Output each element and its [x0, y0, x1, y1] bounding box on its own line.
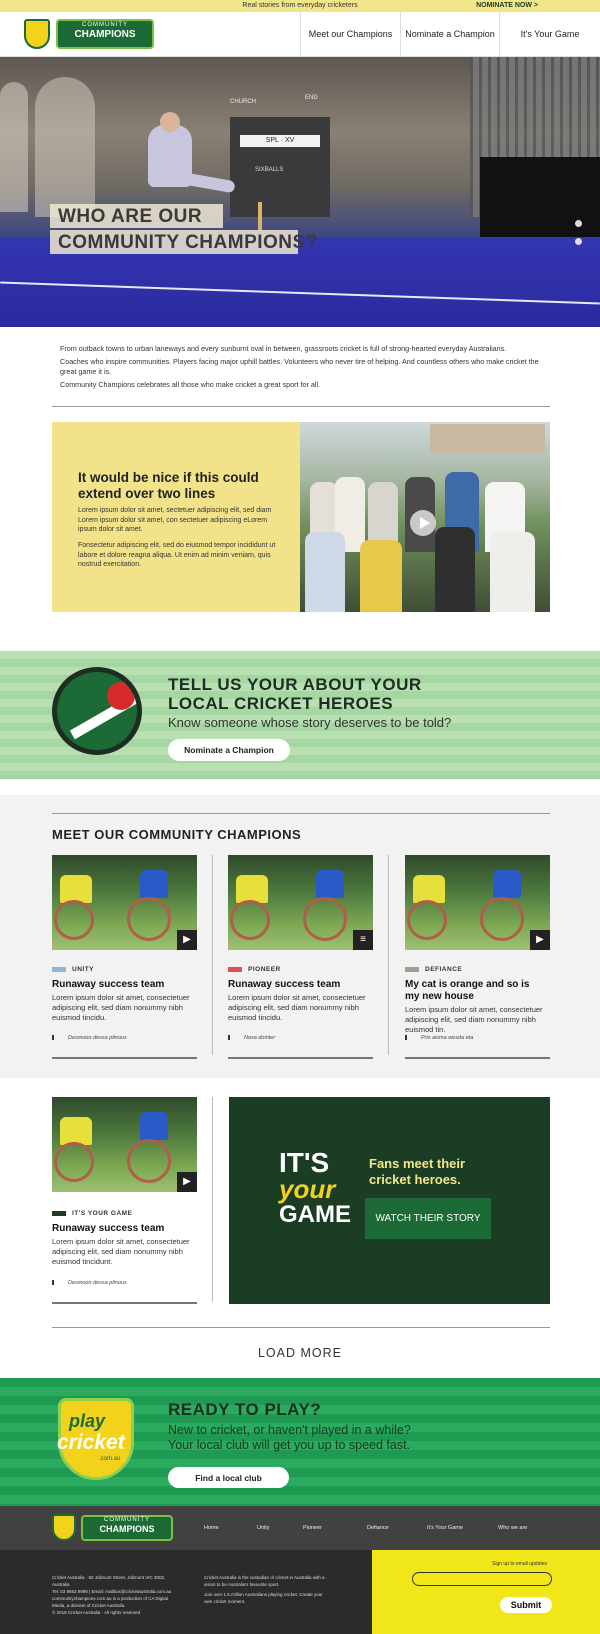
logo-line1: COMMUNITY — [104, 1517, 150, 1523]
card-body: Lorem ipsum dolor sit amet, consectetuer adipiscing elit, sed diam nonummy nibh euismod tincidu. — [228, 993, 366, 1022]
community-champions-logo — [56, 19, 154, 49]
hero-sign-spl-xv: SPL · XV — [240, 135, 320, 147]
hero-sign-sixballs: SIXBALLS — [255, 167, 284, 173]
footer-nav-who-we-are[interactable]: Who we are — [498, 1525, 528, 1531]
community-champions-logo — [81, 1515, 173, 1541]
card-meta: Nosa dointer — [244, 1035, 276, 1041]
footer-nav-unity[interactable]: Unity — [257, 1525, 270, 1531]
play-cricket-banner — [0, 1378, 600, 1506]
menu-icon[interactable]: ≡ — [353, 930, 373, 950]
card-image[interactable] — [52, 855, 197, 950]
champion-card[interactable] — [405, 855, 550, 1060]
hero-person-head — [160, 112, 180, 132]
card-title[interactable]: Runaway success team — [52, 1223, 165, 1234]
nominate-a-champion-button[interactable]: Nominate a Champion — [168, 739, 290, 761]
feature-heading: It would be nice if this could extend over two lines — [78, 470, 259, 501]
champion-card[interactable] — [52, 855, 197, 1060]
footer-address: Cricket Australia · 60 Jolimont Street, Jolimont VIC 3002, Australia — [52, 1575, 166, 1587]
load-more-button[interactable]: LOAD MORE — [257, 1346, 342, 1360]
photo-building — [430, 424, 545, 454]
champion-card[interactable] — [52, 1097, 197, 1307]
image-player — [140, 1112, 168, 1140]
card-image[interactable] — [405, 855, 550, 950]
champions-section — [0, 795, 600, 1078]
find-a-local-club-button[interactable]: Find a local club — [168, 1467, 289, 1488]
top-announcement-bar — [0, 0, 600, 12]
photo-person — [435, 527, 475, 612]
champion-card[interactable] — [228, 855, 373, 1060]
footer-phone-email: Tel: 03 9653 9999 | Email: mailbox@cricketaustralia.com.au — [52, 1589, 172, 1594]
feature-video-thumbnail[interactable] — [300, 422, 550, 612]
promo-heading: Fans meet their cricket heroes. — [369, 1156, 466, 1187]
hero-person-legs — [184, 173, 235, 194]
intro-paragraph-3: Community Champions celebrates all those who make cricket a great sport for all. — [60, 380, 321, 389]
play-icon[interactable]: ▶ — [530, 930, 550, 950]
card-body: Lorem ipsum dolor sit amet, consectetuer adipiscing elit, sed diam nonummy nibh euismod tincidu. — [52, 993, 190, 1022]
logo-line2: CHAMPIONS — [74, 29, 136, 40]
footer-contact — [52, 1574, 182, 1616]
nominate-subheading: Know someone whose story deserves to be told? — [168, 715, 452, 730]
card-divider — [212, 855, 213, 1055]
feature-paragraph-1: Lorem ipsum dolor sit amet, sectetuer adipiscing elit, sed diam Lorem ipsum dolor sit amet, con sectetuer adipiscing eLorem ipsum dolor sit amet. — [78, 507, 272, 533]
image-wheel — [480, 897, 524, 941]
cricket-australia-shield-icon — [24, 19, 50, 49]
image-wheel — [407, 900, 447, 940]
footer-about-2: Join over 1.5 million Australians playing cricket. Create your own cricket moment. — [204, 1592, 323, 1604]
card-title[interactable]: Runaway success team — [228, 979, 341, 990]
announcement-text: Real stories from everyday cricketers — [242, 2, 358, 9]
intro-paragraph-2: Coaches who inspire communities. Players facing major uphill battles. Volunteers who never tire of helping. And countless others who make cricket the great game it is. — [60, 357, 539, 376]
footer-signup — [372, 1550, 600, 1634]
card-tag: IT'S YOUR GAME — [72, 1210, 133, 1217]
feature-paragraph-2: Fonsectetur adipiscing elit, sed do eiusmod tempor incididunt ut labore et dolore reagna aliqua. Ut enim ad minim veniam, quis nostrud exercitation. — [78, 542, 276, 568]
play-icon[interactable]: ▶ — [177, 1172, 197, 1192]
play-subheading-2: Your local club will get you up to speed fast. — [168, 1438, 411, 1452]
hero-banner — [0, 57, 600, 327]
feature-text-panel — [52, 422, 300, 612]
card-meta: Desmoon dessa plinous — [68, 1280, 127, 1286]
footer-nav-its-your-game[interactable]: It's Your Game — [427, 1525, 463, 1531]
logo-red-ball — [107, 682, 135, 710]
footer-production-note: communitychampions.com.au is a production of CA Digital Media, a division of Cricket Australia. — [52, 1596, 169, 1608]
hero-arch — [35, 77, 95, 217]
card-meta: Desmoon dessa plinous — [68, 1035, 127, 1041]
nav-its-your-game[interactable]: It's Your Game — [499, 12, 600, 57]
card-divider — [388, 855, 389, 1055]
nominate-heading-1: TELL US YOUR ABOUT YOUR — [168, 675, 422, 694]
image-player — [316, 870, 344, 898]
play-subheading-1: New to cricket, or haven't played in a while? — [168, 1423, 411, 1437]
nav-nominate-a-champion[interactable]: Nominate a Champion — [400, 12, 499, 57]
footer-nav-home[interactable]: Home — [204, 1525, 219, 1531]
card-divider — [212, 1097, 213, 1302]
image-wheel — [230, 900, 270, 940]
card-image[interactable] — [228, 855, 373, 950]
card-image[interactable] — [52, 1097, 197, 1192]
section-divider — [52, 406, 550, 407]
play-heading: READY TO PLAY? — [168, 1400, 322, 1419]
card-title[interactable]: Runaway success team — [52, 979, 165, 990]
its-your-game-logo — [279, 1149, 359, 1229]
its-your-game-promo[interactable] — [229, 1097, 550, 1304]
hero-wall-banner — [480, 157, 600, 247]
hero-stumps — [258, 202, 262, 230]
tag-swatch — [405, 967, 419, 972]
meta-marker — [52, 1280, 54, 1285]
logo-cricket: cricket — [57, 1431, 125, 1454]
footer-about-1: Cricket Australia is the custodian of cricket in Australia with a vision to be Australia's favourite sport. — [204, 1575, 325, 1587]
image-player — [493, 870, 521, 898]
card-body: Lorem ipsum dolor sit amet, consectetuer adipiscing elit, sed diam nonummy nibh euismod tin. — [405, 1005, 543, 1034]
image-wheel — [54, 1142, 94, 1182]
site-header — [0, 12, 600, 57]
meta-marker — [52, 1035, 54, 1040]
hero-carousel-dot[interactable] — [575, 238, 582, 245]
logo-game: GAME — [279, 1201, 351, 1228]
footer-nav-bar — [0, 1506, 600, 1550]
footer-nav-defiance[interactable]: Defiance — [367, 1525, 389, 1531]
play-cricket-logo — [58, 1398, 134, 1480]
tag-swatch — [52, 967, 66, 972]
footer-info — [0, 1550, 372, 1634]
card-meta: Pris aisma wesda eta — [421, 1035, 474, 1041]
hero-title-line1: WHO ARE OUR — [58, 206, 203, 227]
hero-sign-church: CHURCH — [230, 99, 256, 105]
email-signup-input[interactable] — [412, 1572, 552, 1586]
footer-copyright: © 2018 Cricket Australia · All rights reserved — [52, 1610, 141, 1615]
tag-swatch — [52, 1211, 66, 1216]
hero-scoreboard — [230, 117, 330, 217]
image-wheel — [303, 897, 347, 941]
nominate-now-link[interactable]: NOMINATE NOW > — [476, 2, 538, 9]
footer-about — [204, 1574, 329, 1605]
photo-person — [305, 532, 345, 612]
meta-marker — [405, 1035, 407, 1040]
hero-arch-left — [0, 82, 28, 212]
cricket-ball-logo-icon — [52, 667, 142, 755]
logo-play: play — [69, 1411, 106, 1431]
logo-line1: COMMUNITY — [82, 22, 128, 28]
card-tag: UNITY — [72, 966, 94, 973]
section-divider — [52, 813, 550, 814]
hero-carousel-dot[interactable] — [575, 220, 582, 227]
photo-person — [360, 540, 402, 612]
logo-its: IT'S — [279, 1147, 330, 1178]
card-bottom-line — [405, 1057, 550, 1059]
image-wheel — [127, 1139, 171, 1183]
nav-meet-our-champions[interactable]: Meet our Champions — [300, 12, 400, 57]
intro-section — [60, 344, 550, 390]
card-bottom-line — [228, 1057, 373, 1059]
nominate-heading-2: LOCAL CRICKET HEROES — [168, 694, 394, 713]
image-wheel — [54, 900, 94, 940]
hero-sign-end: END — [305, 95, 318, 101]
tag-swatch — [228, 967, 242, 972]
image-player — [236, 875, 268, 903]
play-icon[interactable]: ▶ — [177, 930, 197, 950]
signup-label: Sign up to email updates — [492, 1561, 548, 1567]
card-bottom-line — [52, 1057, 197, 1059]
card-body: Lorem ipsum dolor sit amet, consectetuer adipiscing elit, sed diam nonummy nibh euismod tincidunt. — [52, 1237, 190, 1266]
nominate-banner — [0, 651, 600, 779]
image-player — [413, 875, 445, 903]
image-player — [140, 870, 168, 898]
card-tag: PIONEER — [248, 966, 281, 973]
section-divider — [52, 1327, 550, 1328]
card-tag: DEFIANCE — [425, 966, 463, 973]
logo-your: your — [279, 1174, 336, 1204]
logo-url: .com.au — [99, 1456, 121, 1462]
logo-line2: CHAMPIONS — [99, 1524, 155, 1534]
intro-paragraph-1: From outback towns to urban laneways and every sunburnt oval in between, grassroots cricket is full of strong-hearted everyday Australians. — [60, 344, 507, 353]
champions-title: MEET OUR COMMUNITY CHAMPIONS — [52, 827, 302, 842]
card-title[interactable]: My cat is orange and so is my new house — [405, 979, 530, 1002]
watch-their-story-button[interactable]: WATCH THEIR STORY — [365, 1198, 491, 1239]
cricket-australia-shield-icon — [52, 1514, 76, 1541]
hero-title-line2: COMMUNITY CHAMPIONS? — [58, 232, 318, 253]
card-bottom-line — [52, 1302, 197, 1304]
footer-nav-pioneer[interactable]: Pioneer — [303, 1525, 322, 1531]
play-video-button[interactable] — [410, 510, 436, 536]
image-wheel — [127, 897, 171, 941]
image-player — [60, 875, 92, 903]
submit-button[interactable]: Submit — [500, 1597, 552, 1613]
image-player — [60, 1117, 92, 1145]
meta-marker — [228, 1035, 230, 1040]
photo-person — [490, 532, 535, 612]
play-icon — [420, 517, 430, 529]
